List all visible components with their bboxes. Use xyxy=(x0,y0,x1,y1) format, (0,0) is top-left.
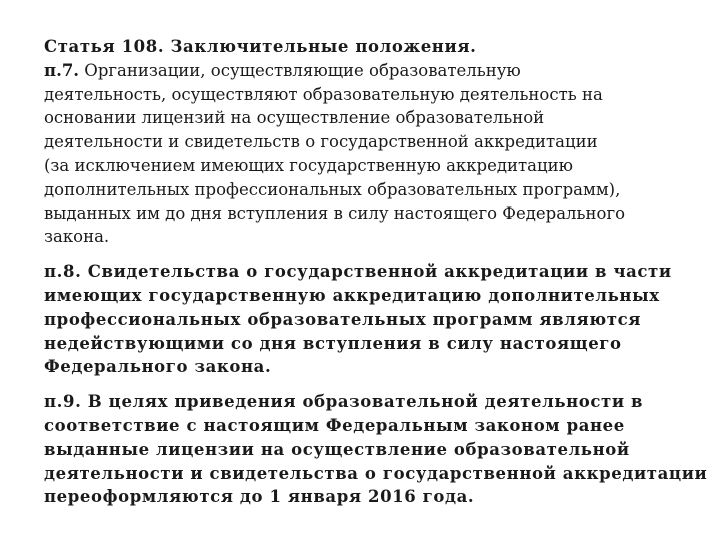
paragraph-7-line-8: закона. xyxy=(44,227,110,247)
paragraph-7-text-1: Организации, осуществляющие образовательную xyxy=(79,60,521,80)
paragraph-7-line-7: выданных им до дня вступления в силу настоящего Федерального xyxy=(44,203,626,223)
paragraph-8 xyxy=(44,260,720,379)
paragraph-8-line-1: п.8. Свидетельства о государственной аккредитации в части xyxy=(44,262,672,282)
paragraph-7-line-2: деятельность, осуществляют образовательную деятельность на xyxy=(44,84,603,104)
paragraph-9-line-2: соответствие с настоящим Федеральным законом ранее xyxy=(44,415,625,435)
paragraph-7-label: п.7. xyxy=(44,60,80,80)
paragraph-9-line-5: переоформляются до 1 января 2016 года. xyxy=(44,487,475,507)
paragraph-8-line-4: недействующими со дня вступления в силу настоящего xyxy=(44,333,622,353)
paragraph-7-line-1 xyxy=(44,59,720,83)
paragraph-7-line-4: деятельности и свидетельств о государственной аккредитации xyxy=(44,132,598,152)
paragraph-7-line-6: дополнительных профессиональных образовательных программ), xyxy=(44,179,621,199)
paragraph-9-line-3: выданные лицензии на осуществление образовательной xyxy=(44,439,630,459)
paragraph-7-line-5: (за исключением имеющих государственную аккредитацию xyxy=(44,155,573,175)
paragraph-9-line-4: деятельности и свидетельства о государственной аккредитации xyxy=(44,463,708,483)
paragraph-9 xyxy=(44,390,720,509)
paragraph-7 xyxy=(44,35,720,249)
paragraph-8-line-3: профессиональных образовательных программ являются xyxy=(44,309,642,329)
paragraph-7-line-3: основании лицензий на осуществление образовательной xyxy=(44,108,545,128)
article-heading: Статья 108. Заключительные положения. xyxy=(44,37,477,56)
paragraph-8-line-2: имеющих государственную аккредитацию дополнительных xyxy=(44,285,660,305)
paragraph-9-line-1: п.9. В целях приведения образовательной деятельности в xyxy=(44,392,644,412)
paragraph-8-line-5: Федерального закона. xyxy=(44,357,272,377)
document-slide xyxy=(44,35,720,509)
